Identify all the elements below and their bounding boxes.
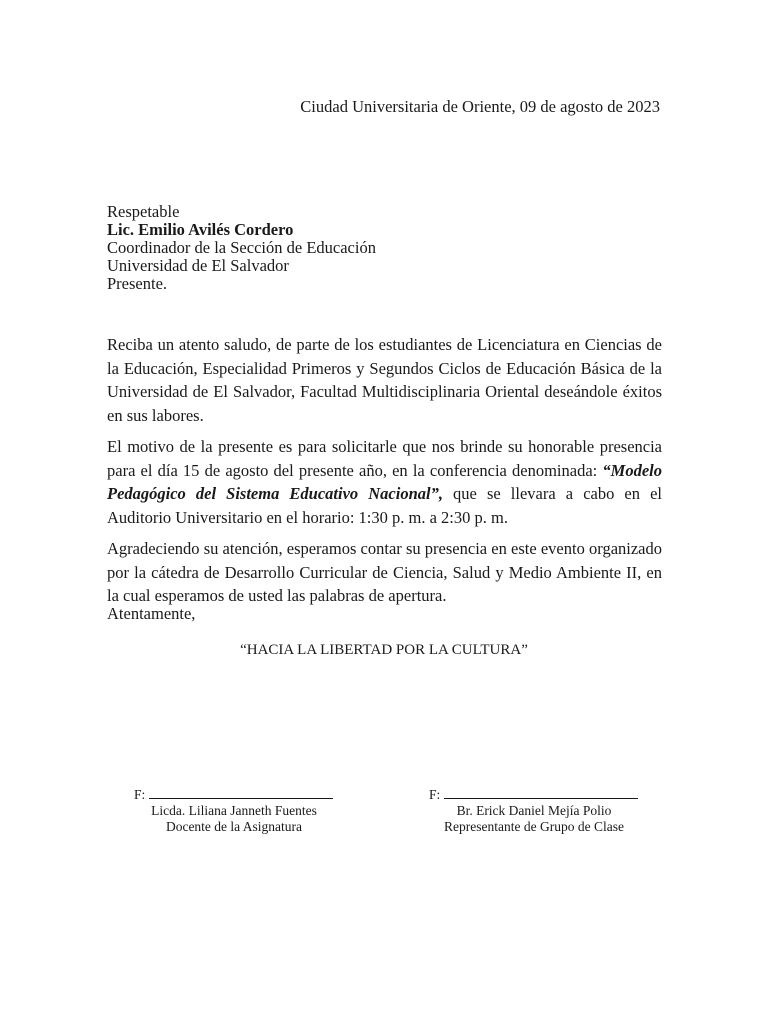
body-paragraph-3: Agradeciendo su atención, esperamos contar su presencia en este evento organizado por la cátedra de Desarrollo Curricular de Ciencia, Salud y Medio Ambiente II, en la cual esperamos de usted las palabras de apertura. xyxy=(107,539,662,605)
signatory-name-right: Br. Erick Daniel Mejía Polio xyxy=(456,803,612,818)
body-paragraph-1: Reciba un atento saludo, de parte de los estudiantes de Licenciatura en Ciencias de la Educación, Especialidad Primeros y Segundos Ciclos de Educación Básica de la Universidad de El Salvador, Facultad Multidisciplinaria Oriental deseándole éxitos en sus labores. xyxy=(107,335,662,425)
paragraph-2-start: El motivo de la presente es para solicitarle que nos brinde su honorable presencia para el día 15 de agosto del presente año, en la conferencia denominada: xyxy=(107,437,662,480)
signatory-role-left: Docente de la Asignatura xyxy=(165,819,303,834)
signature-left xyxy=(134,786,334,835)
recipient-institution: Universidad de El Salvador xyxy=(107,256,289,275)
signature-rule-right xyxy=(444,786,638,799)
recipient-block xyxy=(107,203,376,293)
closing-text: Atentamente, xyxy=(107,604,196,623)
recipient-name: Lic. Emilio Avilés Cordero xyxy=(107,220,294,239)
date-line: Ciudad Universitaria de Oriente, 09 de agosto de 2023 xyxy=(300,97,660,116)
letter-body xyxy=(107,333,662,616)
recipient-presente: Presente. xyxy=(107,274,168,293)
signatory-role-right: Representante de Grupo de Clase xyxy=(444,819,624,834)
signatory-name-left: Licda. Liliana Janneth Fuentes xyxy=(151,803,317,818)
motto-text: “HACIA LA LIBERTAD POR LA CULTURA” xyxy=(240,642,528,658)
signature-line-right xyxy=(429,786,639,803)
signature-prefix-right: F: xyxy=(429,787,441,802)
recipient-position: Coordinador de la Sección de Educación xyxy=(107,238,376,257)
conference-title: “Modelo Pedagógico del Sistema Educativo Nacional”, xyxy=(107,460,662,503)
paragraph-2-end: que se llevara a cabo en el Auditorio Universitario en el horario: 1:30 p. m. a 2:30 p. m. xyxy=(107,484,662,527)
recipient-salutation: Respetable xyxy=(107,202,180,221)
signature-line-left xyxy=(134,786,334,803)
signature-prefix-left: F: xyxy=(134,787,146,802)
motto xyxy=(0,640,768,660)
signature-rule-left xyxy=(149,786,333,799)
signature-right xyxy=(429,786,639,835)
body-paragraph-2 xyxy=(107,435,662,529)
